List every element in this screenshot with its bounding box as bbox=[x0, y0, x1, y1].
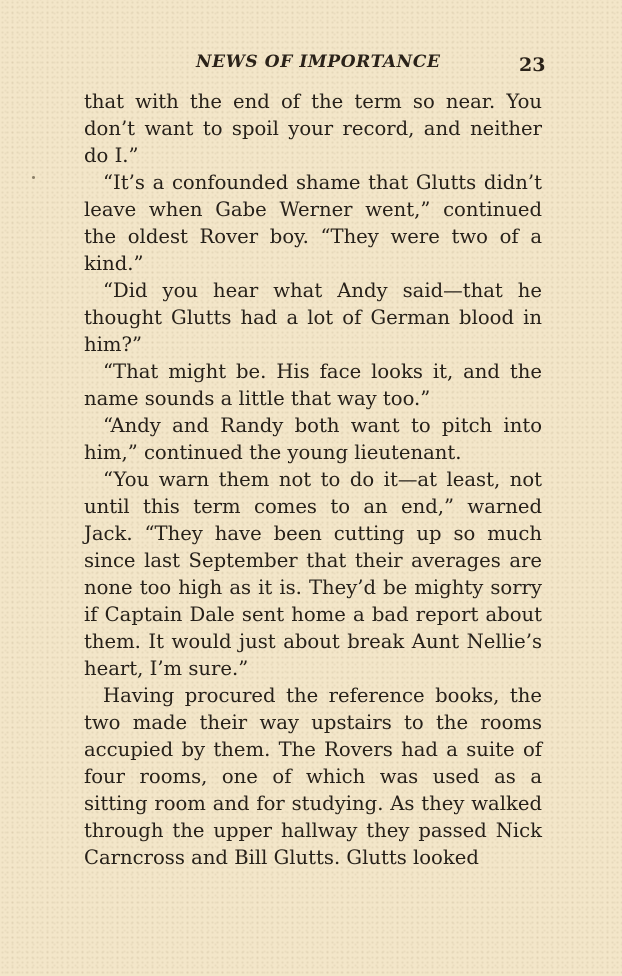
paragraph: “Did you hear what Andy said—that he thought Glutts had a lot of German blood in him?” bbox=[84, 279, 542, 356]
paragraph-continuation: that with the end of the term so near. You don’t want to spoil your record, and neither do I.” bbox=[84, 90, 542, 167]
paragraph: “Andy and Randy both want to pitch into him,” continued the young lieutenant. bbox=[84, 414, 542, 464]
paragraph: “It’s a confounded shame that Glutts didn’t leave when Gabe Werner went,” continued the oldest Rover boy. “They were two of a kind.” bbox=[84, 171, 542, 275]
paragraph: Having procured the reference books, the two made their way upstairs to the rooms accupied by them. The Rovers had a suite of four rooms, one of which was used as a sitting room and for studying. As they walked through the upper hallway they passed Nick Carncross and Bill Glutts. Glutts looked bbox=[84, 684, 542, 869]
running-head bbox=[0, 50, 622, 76]
running-title: NEWS OF IMPORTANCE bbox=[196, 52, 441, 72]
page-number: 23 bbox=[519, 54, 546, 76]
body-text bbox=[84, 88, 542, 871]
paragraph: “That might be. His face looks it, and the name sounds a little that way too.” bbox=[84, 360, 542, 410]
paragraph: “You warn them not to do it—at least, not until this term comes to an end,” warned Jack. “They have been cutting up so much since last September that their averages are none too high as it is. They’d be mighty sorry if Captain Dale sent home a bad report about them. It would just about break Aunt Nellie’s heart, I’m sure.” bbox=[84, 468, 542, 680]
print-speck bbox=[32, 176, 35, 179]
